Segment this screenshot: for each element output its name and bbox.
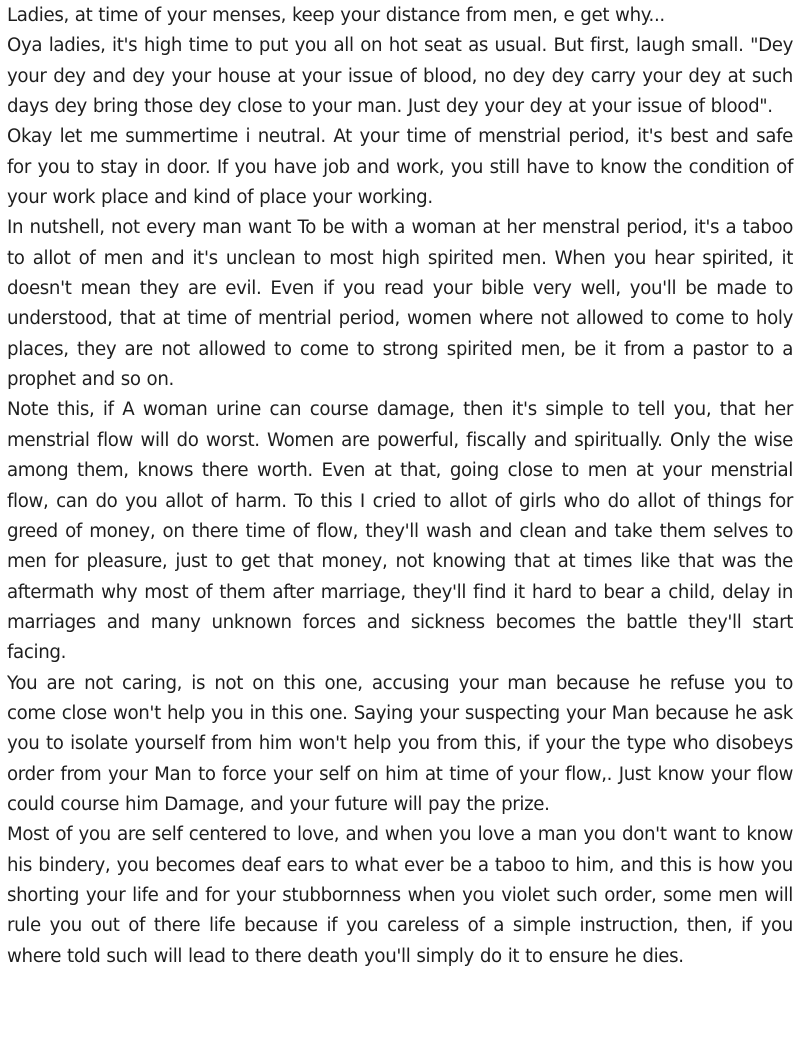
paragraph-title-line: Ladies, at time of your menses, keep your distance from men, e get why... [7, 5, 665, 26]
paragraph-nutshell: In nutshell, not every man want To be with a woman at her menstral period, it's a taboo to allot of men and it's unclean to most high spirited men. When you hear spirited, it doesn't mean they are evil. Even if you read your bible very well, you'll be made to understood, that at time of mentrial period, women where not allowed to come to holy places, they are not allowed to come to strong spirited men, be it from a pastor to a prophet and so on. [7, 217, 793, 391]
paragraph-not-caring: You are not caring, is not on this one, accusing your man because he refuse you to come close won't help you in this one. Saying your suspecting your Man because he ask you to isolate yourself from him won't help you from this, if your the type who disobeys order from your Man to force your self on him at time of your flow,. Just know your flow could course him Damage, and your future will pay the prize. [7, 672, 793, 815]
paragraph-neutral: Okay let me summertime i neutral. At your time of menstrial period, it's best and safe for you to stay in door. If you have job and work, you still have to know the condition of your work place and kind of place your working. [7, 126, 793, 209]
article-body [7, 0, 793, 972]
paragraph-note: Note this, if A woman urine can course damage, then it's simple to tell you, that her menstrial flow will do worst. Women are powerful, fiscally and spiritually. Only the wise among them, knows there worth. Even at that, going close to men at your menstrial flow, can do you allot of harm. To this I cried to allot of girls who do allot of things for greed of money, on there time of flow, they'll wash and clean and take them selves to men for pleasure, just to get that money, not knowing that at times like that was the aftermath why most of them after marriage, they'll find it hard to bear a child, delay in marriages and many unknown forces and sickness becomes the battle they'll start facing. [7, 399, 793, 664]
paragraph-self-centered: Most of you are self centered to love, and when you love a man you don't want to know his bindery, you becomes deaf ears to what ever be a taboo to him, and this is how you shorting your life and for your stubbornness when you violet such order, some men will rule you out of there life because if you careless of a simple instruction, then, if you where told such will lead to there death you'll simply do it to ensure he dies. [7, 824, 793, 967]
paragraph-intro: Oya ladies, it's high time to put you all on hot seat as usual. But first, laugh small. "Dey your dey and dey your house at your issue of blood, no dey dey carry your dey at such days dey bring those dey close to your man. Just dey your dey at your issue of blood". [7, 35, 793, 118]
